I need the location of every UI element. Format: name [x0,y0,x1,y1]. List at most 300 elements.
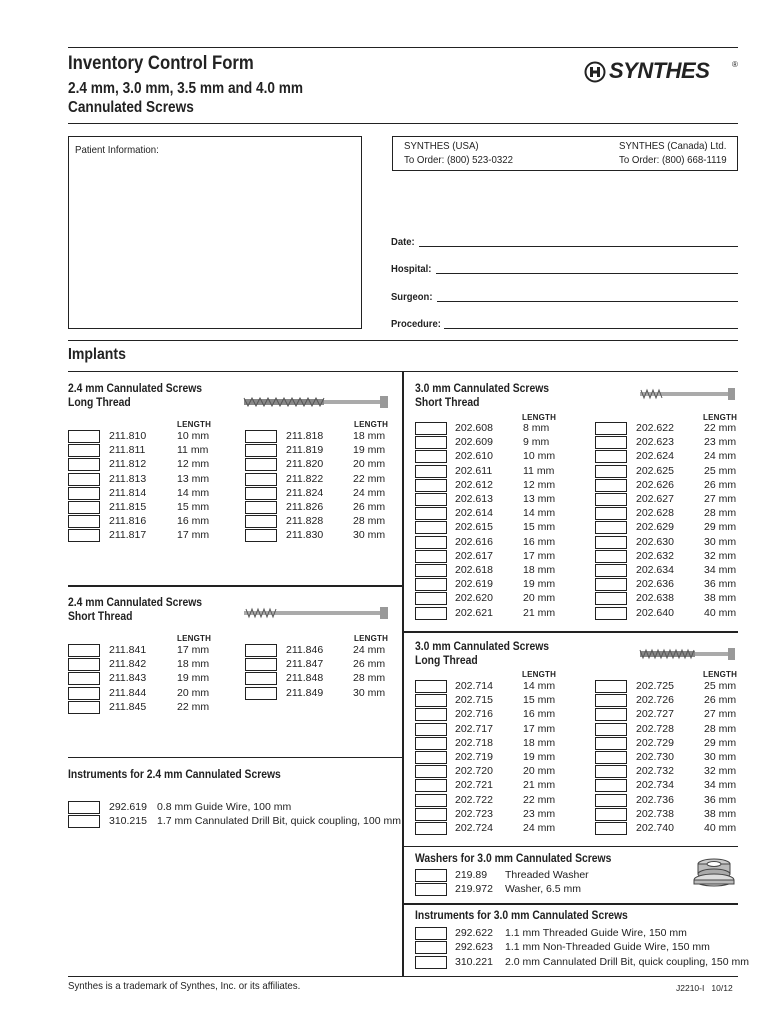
inventory-row [415,794,565,808]
inventory-row [415,493,565,507]
inventory-row [595,493,745,507]
quantity-box[interactable] [415,592,447,605]
quantity-box[interactable] [595,564,627,577]
divider-24-short [68,757,402,758]
item-number: 211.842 [109,658,147,671]
inventory-row [68,430,218,444]
inventory-row [68,801,388,815]
item-description: 13 mm [177,472,210,485]
item-description: 26 mm [704,694,737,707]
inventory-row [415,694,565,708]
item-description: 30 mm [353,686,386,699]
item-number: 211.828 [286,515,324,528]
quantity-box[interactable] [595,680,627,693]
item-description: 38 mm [704,592,737,605]
item-number: 211.845 [109,700,147,713]
item-number: 202.719 [455,751,493,763]
item-number: 202.620 [455,592,493,605]
item-number: 202.619 [455,578,493,591]
quantity-box[interactable] [415,521,447,534]
quantity-box[interactable] [415,450,447,463]
inventory-row [68,687,218,701]
item-number: 202.722 [455,793,493,806]
inventory-row [595,680,745,694]
item-description: 32 mm [704,549,737,562]
divider-30-short [404,631,738,633]
item-description: 30 mm [353,529,386,542]
quantity-box[interactable] [245,529,277,542]
quantity-box[interactable] [415,927,447,940]
item-number: 202.613 [455,493,493,505]
inventory-row [415,507,565,521]
item-description: 0.8 mm Guide Wire, 100 mm [157,801,292,813]
item-number: 292.623 [455,941,493,954]
quantity-box[interactable] [68,473,100,486]
synthes-logo [584,58,744,88]
inventory-row [595,422,745,436]
item-description: 10 mm [523,450,556,463]
quantity-box[interactable] [595,794,627,807]
quantity-box[interactable] [245,473,277,486]
quantity-box[interactable] [415,507,447,520]
item-description: 26 mm [704,478,737,491]
inventory-row [415,822,565,836]
quantity-box[interactable] [68,815,100,828]
item-description: 26 mm [353,658,386,671]
item-number: 202.610 [455,450,493,463]
inventory-row [415,465,565,479]
quantity-box[interactable] [595,822,627,835]
procedure-field[interactable] [444,328,738,329]
item-number: 202.632 [636,549,674,562]
quantity-box[interactable] [595,479,627,492]
item-number: 310.221 [455,955,493,968]
quantity-box[interactable] [415,479,447,492]
procedure-label: Procedure: [391,318,441,330]
quantity-box[interactable] [595,808,627,821]
item-number: 202.625 [636,464,674,477]
quantity-box[interactable] [415,578,447,591]
footer-rule [68,976,738,977]
quantity-box[interactable] [415,493,447,506]
item-description: 12 mm [177,458,210,471]
quantity-box[interactable] [68,672,100,685]
item-description: 22 mm [353,472,386,485]
inventory-row [245,458,395,472]
screw-long-thread-24-icon [242,394,392,410]
item-number: 292.622 [455,927,493,939]
quantity-box[interactable] [415,956,447,969]
item-number: 202.734 [636,779,674,792]
quantity-box[interactable] [595,536,627,549]
item-description: 14 mm [523,507,556,520]
item-number: 202.732 [636,765,674,778]
item-description: 26 mm [353,501,386,513]
quantity-box[interactable] [415,941,447,954]
item-number: 202.614 [455,507,493,520]
inventory-row [415,536,565,550]
s24-short-title [68,596,202,624]
item-number: 202.627 [636,493,674,505]
quantity-box[interactable] [415,737,447,750]
s30-long-length-left: LENGTH [522,670,557,679]
item-description: 15 mm [177,501,210,513]
item-number: 202.725 [636,680,674,692]
quantity-box[interactable] [595,521,627,534]
page-subtitle-line2: Cannulated Screws [68,99,194,116]
item-description: 38 mm [704,807,737,820]
quantity-box[interactable] [415,808,447,821]
surgeon-label: Surgeon: [391,291,433,303]
inventory-row [68,473,218,487]
quantity-box[interactable] [245,658,277,671]
item-description: 32 mm [704,765,737,778]
quantity-box[interactable] [68,458,100,471]
item-number: 202.721 [455,779,493,792]
inventory-row [595,765,745,779]
item-description: 22 mm [704,422,737,434]
quantity-box[interactable] [595,465,627,478]
item-number: 202.640 [636,606,674,619]
patient-information-label: Patient Information: [75,144,159,156]
item-description: Threaded Washer [505,869,589,881]
quantity-box[interactable] [595,592,627,605]
item-number: 202.714 [455,680,493,692]
item-number: 211.818 [286,430,324,442]
item-number: 202.626 [636,478,674,491]
quantity-box[interactable] [415,822,447,835]
item-description: 21 mm [523,606,556,619]
item-description: 34 mm [704,564,737,576]
item-description: 30 mm [704,535,737,548]
item-number: 211.843 [109,672,147,685]
item-number: 202.717 [455,722,493,735]
item-description: 24 mm [523,822,556,834]
inventory-row [415,550,565,564]
item-description: 15 mm [523,521,556,534]
item-description: 19 mm [353,444,386,457]
quantity-box[interactable] [595,436,627,449]
item-number: 202.616 [455,535,493,548]
inventory-row [68,644,218,658]
item-number: 202.615 [455,521,493,534]
item-number: 292.619 [109,801,147,813]
inventory-row [245,430,395,444]
inventory-row [595,708,745,722]
inventory-row [595,694,745,708]
inventory-row [68,458,218,472]
quantity-box[interactable] [415,869,447,882]
inventory-row [415,680,565,694]
quantity-box[interactable] [415,751,447,764]
item-number: 211.826 [286,501,324,513]
item-number: 202.726 [636,694,674,707]
item-number: 211.810 [109,430,147,442]
item-number: 202.636 [636,578,674,591]
inventory-row [595,521,745,535]
quantity-box[interactable] [245,501,277,514]
quantity-box[interactable] [595,607,627,620]
item-number: 202.738 [636,807,674,820]
quantity-box[interactable] [595,765,627,778]
item-number: 211.811 [109,444,146,457]
quantity-box[interactable] [595,751,627,764]
quantity-box[interactable] [68,658,100,671]
quantity-box[interactable] [415,465,447,478]
column-divider [402,371,404,977]
s24-long-title-line2: Long Thread [68,397,131,409]
item-description: 18 mm [353,430,386,442]
quantity-box[interactable] [415,680,447,693]
item-number: 202.618 [455,564,493,576]
quantity-box[interactable] [415,694,447,707]
item-number: 211.849 [286,686,324,699]
item-number: 202.623 [636,436,674,449]
inst30-title: Instruments for 3.0 mm Cannulated Screws [415,910,628,922]
item-number: 202.720 [455,765,493,778]
inventory-row [68,658,218,672]
inventory-row [595,751,745,765]
screw-short-thread-24-icon [242,605,392,621]
item-description: 28 mm [353,515,386,528]
quantity-box[interactable] [68,701,100,714]
s24-short-title-line2: Short Thread [68,611,133,623]
inventory-row [415,436,565,450]
order-contacts-box [392,136,738,171]
quantity-box[interactable] [415,536,447,549]
inventory-row [595,507,745,521]
inventory-row [415,955,749,970]
item-description: 29 mm [704,521,737,534]
quantity-box[interactable] [245,430,277,443]
item-description: 19 mm [523,751,556,763]
quantity-box[interactable] [415,550,447,563]
page-title: Inventory Control Form [68,53,254,74]
quantity-box[interactable] [595,493,627,506]
inventory-row [245,658,395,672]
s30-long-title-line1: 3.0 mm Cannulated Screws [415,641,550,653]
quantity-box[interactable] [245,487,277,500]
contact-canada-order: To Order: (800) 668-1119 [619,154,727,166]
item-description: 40 mm [704,822,737,834]
quantity-box[interactable] [68,501,100,514]
inventory-row [595,607,745,621]
item-description: 23 mm [704,436,737,449]
item-description: 1.1 mm Threaded Guide Wire, 150 mm [505,927,687,939]
item-number: 202.630 [636,535,674,548]
screw-long-thread-30-icon [638,646,738,662]
item-number: 202.617 [455,549,493,562]
s30-long-length-right: LENGTH [703,670,738,679]
synthes-emblem-icon [584,61,606,83]
item-number: 211.846 [286,644,324,656]
implants-top-rule [68,340,738,341]
quantity-box[interactable] [595,694,627,707]
date-label: Date: [391,236,415,248]
item-number: 202.628 [636,507,674,520]
item-description: 1.1 mm Non-Threaded Guide Wire, 150 mm [505,941,710,954]
item-description: 29 mm [704,736,737,749]
item-number: 202.724 [455,822,493,834]
item-number: 202.624 [636,450,674,463]
hospital-field[interactable] [436,273,738,274]
inventory-row [68,529,218,543]
item-number: 202.715 [455,694,493,707]
item-number: 211.847 [286,658,324,671]
inventory-row [595,723,745,737]
item-description: 17 mm [523,722,556,735]
item-description: 14 mm [523,680,556,692]
quantity-box[interactable] [415,765,447,778]
inventory-row [415,708,565,722]
inventory-row [68,701,218,715]
contact-usa-order: To Order: (800) 523-0322 [404,154,514,166]
item-description: 17 mm [177,529,210,542]
item-number: 211.817 [109,529,147,542]
quantity-box[interactable] [595,507,627,520]
s30-short-title-line1: 3.0 mm Cannulated Screws [415,383,550,395]
quantity-box[interactable] [595,422,627,435]
item-number: 219.89 [455,869,488,881]
inventory-row [415,869,675,883]
item-description: 14 mm [177,486,210,499]
inventory-row [415,521,565,535]
quantity-box[interactable] [68,644,100,657]
item-number: 202.609 [455,436,493,449]
inventory-row [68,444,218,458]
quantity-box[interactable] [245,444,277,457]
header-bottom-rule [68,123,738,124]
inventory-row [245,487,395,501]
quantity-box[interactable] [68,801,100,814]
item-number: 211.819 [286,444,324,457]
inventory-row [595,450,745,464]
s24-short-title-line1: 2.4 mm Cannulated Screws [68,597,203,609]
item-description: 24 mm [353,486,386,499]
washer-icon [692,854,736,890]
item-number: 202.730 [636,751,674,763]
s24-long-length-left: LENGTH [177,420,212,429]
inventory-row [595,578,745,592]
quantity-box[interactable] [595,723,627,736]
item-number: 202.622 [636,422,674,434]
item-description: 23 mm [523,807,556,820]
item-description: 17 mm [523,549,556,562]
inventory-row [595,808,745,822]
inventory-row [595,550,745,564]
quantity-box[interactable] [245,515,277,528]
quantity-box[interactable] [595,578,627,591]
inventory-row [595,822,745,836]
item-number: 202.621 [455,606,493,619]
quantity-box[interactable] [245,458,277,471]
quantity-box[interactable] [245,672,277,685]
quantity-box[interactable] [415,607,447,620]
quantity-box[interactable] [415,883,447,896]
date-field[interactable] [419,246,738,247]
item-description: 18 mm [523,736,556,749]
s30-short-title-line2: Short Thread [415,397,480,409]
item-description: 20 mm [353,458,386,471]
quantity-box[interactable] [415,436,447,449]
quantity-box[interactable] [68,487,100,500]
divider-30-long [404,846,738,847]
hospital-label: Hospital: [391,263,432,275]
quantity-box[interactable] [245,644,277,657]
quantity-box[interactable] [68,430,100,443]
divider-washers [404,903,738,905]
inventory-row [595,737,745,751]
s30-short-title [415,382,549,410]
item-number: 211.848 [286,672,324,685]
item-number: 310.215 [109,815,147,828]
quantity-box[interactable] [415,723,447,736]
inventory-row [415,723,565,737]
inventory-row [245,529,395,543]
inventory-row [68,487,218,501]
item-number: 211.812 [109,458,147,471]
quantity-box[interactable] [245,687,277,700]
inventory-row [415,927,735,941]
quantity-box[interactable] [415,779,447,792]
item-description: 25 mm [704,464,737,477]
item-number: 211.844 [109,686,147,699]
quantity-box[interactable] [68,687,100,700]
item-description: 9 mm [523,436,550,449]
item-description: 19 mm [523,578,556,591]
item-number: 211.824 [286,486,324,499]
quantity-box[interactable] [415,708,447,721]
inventory-row [595,794,745,808]
quantity-box[interactable] [68,529,100,542]
item-number: 202.740 [636,822,674,834]
item-description: 16 mm [523,535,556,548]
top-rule [68,47,738,48]
inventory-row [245,687,395,701]
item-description: 34 mm [704,779,737,792]
inventory-row [245,515,395,529]
quantity-box[interactable] [68,444,100,457]
quantity-box[interactable] [595,708,627,721]
item-description: 24 mm [704,450,737,463]
item-description: 17 mm [177,644,210,656]
inventory-row [415,737,565,751]
quantity-box[interactable] [595,550,627,563]
quantity-box[interactable] [595,779,627,792]
item-number: 202.727 [636,708,674,721]
contact-usa-name: SYNTHES (USA) [404,140,479,152]
inventory-row [415,883,675,897]
inventory-row [415,450,565,464]
quantity-box[interactable] [415,564,447,577]
item-number: 202.723 [455,807,493,820]
implants-heading: Implants [68,346,126,363]
inventory-row [595,564,745,578]
patient-information-box[interactable] [68,136,362,329]
inventory-row [595,779,745,793]
quantity-box[interactable] [68,515,100,528]
inventory-row [245,672,395,686]
s24-short-length-left: LENGTH [177,634,212,643]
quantity-box[interactable] [415,422,447,435]
quantity-box[interactable] [415,794,447,807]
quantity-box[interactable] [595,737,627,750]
item-description: 16 mm [523,708,556,721]
quantity-box[interactable] [595,450,627,463]
inventory-row [245,644,395,658]
item-description: 1.7 mm Cannulated Drill Bit, quick coupling, 100 mm [157,815,401,828]
surgeon-field[interactable] [437,301,738,302]
